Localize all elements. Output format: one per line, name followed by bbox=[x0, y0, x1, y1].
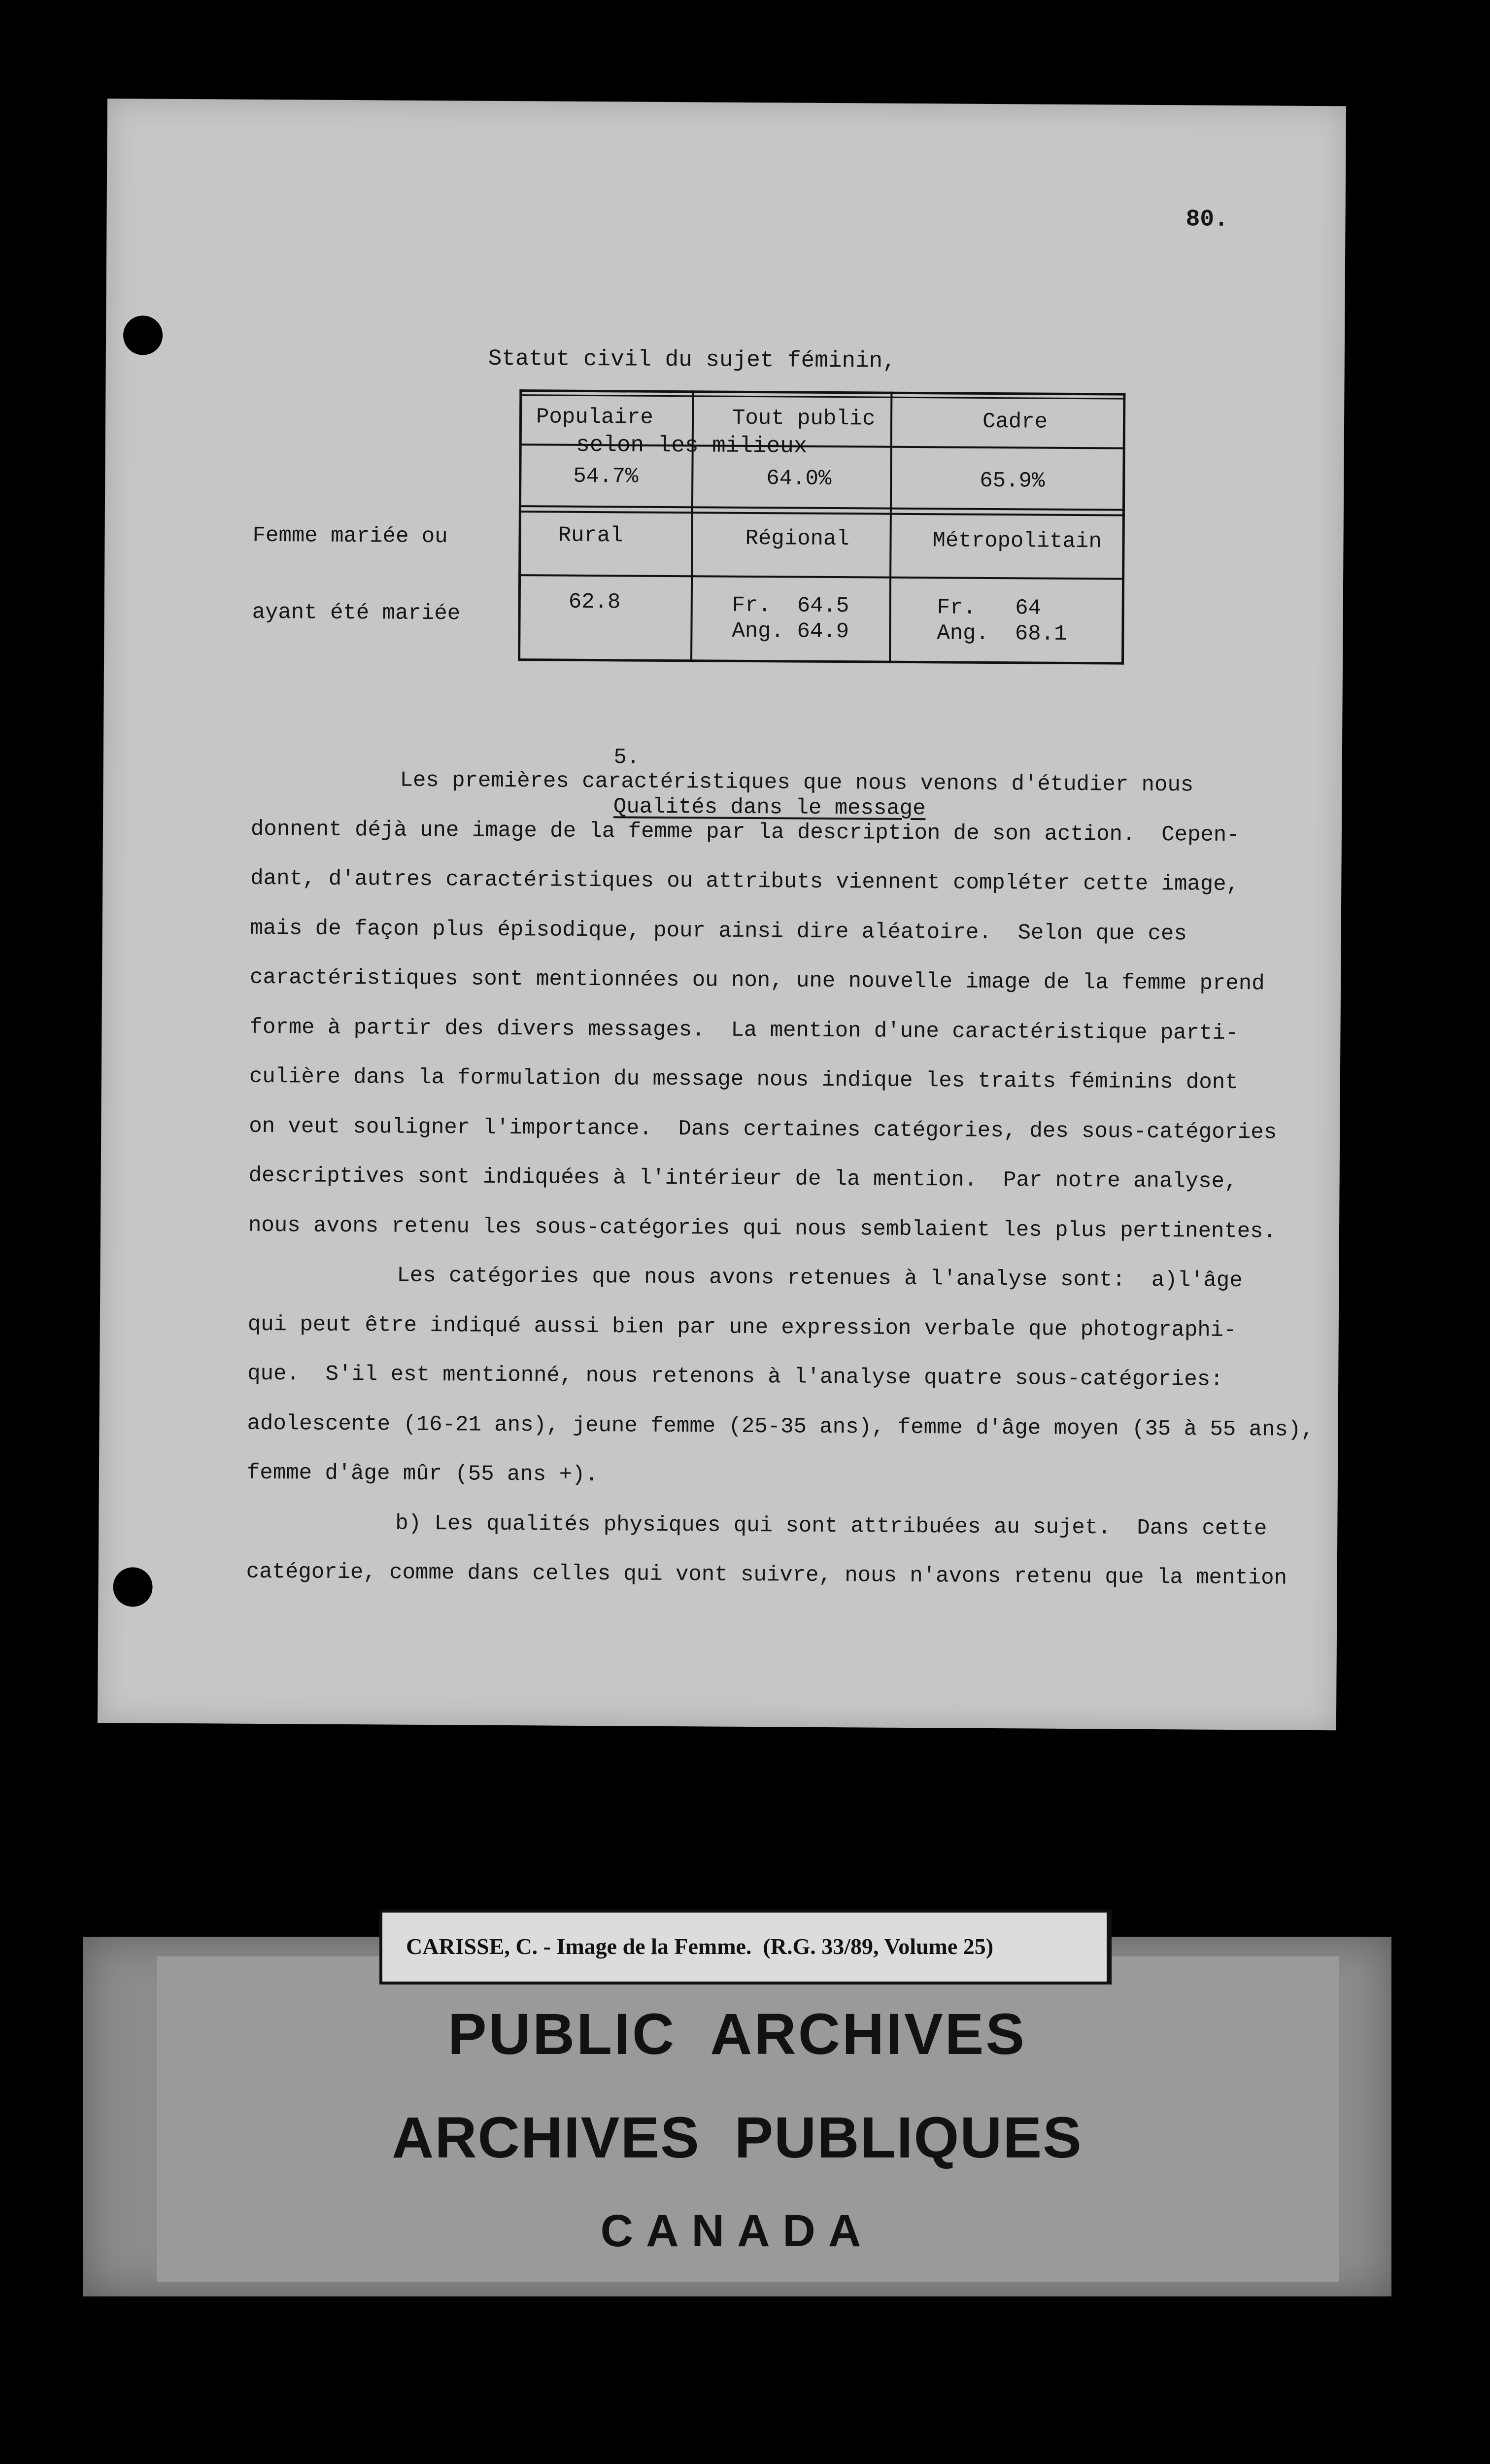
paragraph-line: descriptives sont indiquées à l'intérieur de la mention. Par notre analyse, bbox=[248, 1163, 1238, 1195]
archive-line-public-archives: PUBLIC ARCHIVES bbox=[447, 2002, 1027, 2067]
section-number: 5. bbox=[613, 745, 640, 770]
table-rule bbox=[690, 390, 694, 662]
paragraph-line: adolescente (16-21 ans), jeune femme (25-35 ans), femme d'âge moyen (35 à 55 ans), bbox=[247, 1411, 1314, 1442]
table-title-line-2: selon les milieux bbox=[576, 432, 808, 459]
paragraph-line: caractéristiques sont mentionnées ou non, une nouvelle image de la femme prend bbox=[249, 965, 1265, 996]
section-title: Qualités dans le message bbox=[613, 794, 926, 821]
table-rule bbox=[1121, 393, 1125, 665]
table-rule bbox=[519, 511, 1125, 516]
paragraph-line: nous avons retenu les sous-catégories qui nous semblaient les plus pertinentes. bbox=[248, 1213, 1277, 1244]
table-rule bbox=[518, 658, 1124, 665]
value-rural: 62.8 bbox=[568, 589, 621, 615]
table-rule bbox=[519, 505, 1125, 511]
value-metropolitain: Fr. 64 Ang. 68.1 bbox=[937, 595, 1067, 647]
archive-line-canada: CANADA bbox=[600, 2206, 874, 2256]
paragraph-line: Les catégories que nous avons retenues à l'analyse sont: a)l'âge bbox=[397, 1263, 1243, 1294]
header-metropolitain: Métropolitain bbox=[932, 528, 1102, 554]
paragraph-line: on veut souligner l'importance. Dans certaines catégories, des sous-catégories bbox=[249, 1114, 1277, 1145]
value-populaire: 54.7% bbox=[573, 464, 639, 489]
table-rule bbox=[889, 392, 892, 663]
statistics-table bbox=[518, 389, 1125, 665]
page-number: 80. bbox=[1185, 206, 1229, 233]
row-label-line-1: Femme mariée ou bbox=[252, 523, 448, 549]
archive-stamp-card bbox=[83, 1937, 1391, 2296]
value-regional: Fr. 64.5 Ang. 64.9 bbox=[732, 593, 849, 645]
header-regional: Régional bbox=[745, 526, 849, 552]
header-tout-public: Tout public bbox=[732, 406, 876, 432]
body-text bbox=[246, 755, 1314, 1603]
archive-reference-label bbox=[379, 1910, 1112, 1985]
punch-hole-bottom bbox=[113, 1567, 152, 1607]
value-tout-public: 64.0% bbox=[766, 466, 832, 491]
archive-reference-text: CARISSE, C. - Image de la Femme. (R.G. 33/89, Volume 25) bbox=[406, 1934, 994, 1959]
header-populaire: Populaire bbox=[536, 405, 653, 430]
table-rule bbox=[519, 444, 1125, 449]
document-page bbox=[98, 99, 1346, 1730]
header-rural: Rural bbox=[558, 523, 623, 548]
paragraph-line: culière dans la formulation du message nous indique les traits féminins dont bbox=[249, 1064, 1238, 1095]
row-label bbox=[252, 472, 461, 678]
paragraph-line: donnent déjà une image de la femme par la description de son action. Cepen- bbox=[250, 817, 1240, 848]
paragraph-line: que. S'il est mentionné, nous retenons à l'analyse quatre sous-catégories: bbox=[247, 1361, 1223, 1392]
table-rule bbox=[518, 574, 1124, 580]
paragraph-line: qui peut être indiqué aussi bien par une expression verbale que photographi- bbox=[247, 1312, 1237, 1343]
paragraph-line: catégorie, comme dans celles qui vont suivre, nous n'avons retenu que la mention bbox=[246, 1559, 1287, 1591]
paragraph-line: Les premières caractéristiques que nous venons d'étudier nous bbox=[400, 768, 1194, 798]
paragraph-line: dant, d'autres caractéristiques ou attributs viennent compléter cette image, bbox=[250, 866, 1240, 897]
header-cadre: Cadre bbox=[982, 409, 1048, 435]
table-title-line-1: Statut civil du sujet féminin, bbox=[488, 345, 896, 374]
value-cadre: 65.9% bbox=[980, 468, 1045, 494]
table-rule bbox=[519, 394, 1125, 400]
row-label-line-2: ayant été mariée bbox=[252, 600, 461, 626]
paragraph-line: b) Les qualités physiques qui sont attribuées au sujet. Dans cette bbox=[395, 1511, 1267, 1541]
paragraph-line: femme d'âge mûr (55 ans +). bbox=[246, 1460, 599, 1488]
archive-line-archives-publiques: ARCHIVES PUBLIQUES bbox=[392, 2105, 1083, 2170]
paragraph-line: forme à partir des divers messages. La mention d'une caractéristique parti- bbox=[249, 1015, 1239, 1046]
paragraph-line: mais de façon plus épisodique, pour ainsi dire aléatoire. Selon que ces bbox=[250, 916, 1187, 946]
punch-hole-top bbox=[123, 315, 163, 355]
